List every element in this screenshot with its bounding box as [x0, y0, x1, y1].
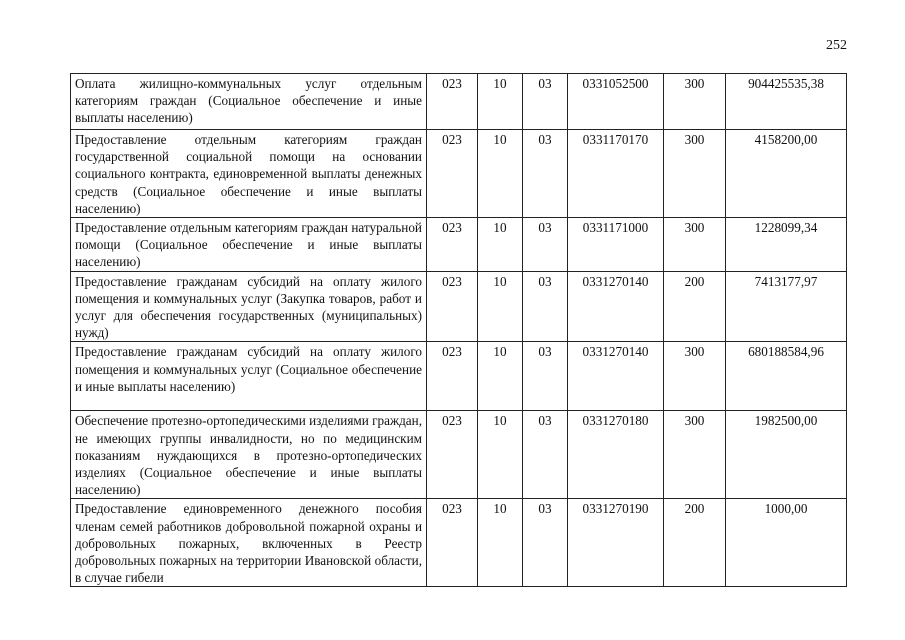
row-section-code: 10 — [478, 218, 523, 272]
row-section-code: 10 — [478, 499, 523, 587]
row-section-code: 10 — [478, 74, 523, 130]
row-target-article-code: 0331270140 — [568, 271, 664, 342]
row-amount: 7413177,97 — [726, 271, 847, 342]
row-subsection-code: 03 — [523, 499, 568, 587]
row-description: Предоставление гражданам субсидий на оплату жилого помещения и коммунальных услуг (Закупка товаров, работ и услуг для обеспечения государственных (муниципальных) нужд) — [71, 271, 427, 342]
row-description: Предоставление отдельным категориям граждан государственной социальной помощи на основании социального контракта, единовременной выплаты денежных средств (Социальное обеспечение и иные выплаты населению) — [71, 130, 427, 218]
row-amount: 904425535,38 — [726, 74, 847, 130]
row-amount: 1000,00 — [726, 499, 847, 587]
row-expense-type-code: 200 — [664, 271, 726, 342]
row-expense-type-code: 300 — [664, 130, 726, 218]
table-row — [71, 74, 847, 130]
row-expense-type-code: 300 — [664, 74, 726, 130]
row-subsection-code: 03 — [523, 218, 568, 272]
row-section-code: 10 — [478, 342, 523, 411]
row-expense-type-code: 300 — [664, 218, 726, 272]
row-target-article-code: 0331270140 — [568, 342, 664, 411]
row-department-code: 023 — [427, 74, 478, 130]
row-expense-type-code: 200 — [664, 499, 726, 587]
row-target-article-code: 0331270180 — [568, 411, 664, 499]
row-subsection-code: 03 — [523, 271, 568, 342]
row-department-code: 023 — [427, 218, 478, 272]
table-row — [71, 499, 847, 587]
row-section-code: 10 — [478, 130, 523, 218]
row-target-article-code: 0331171000 — [568, 218, 664, 272]
row-amount: 4158200,00 — [726, 130, 847, 218]
table-row — [71, 130, 847, 218]
row-subsection-code: 03 — [523, 411, 568, 499]
row-section-code: 10 — [478, 271, 523, 342]
row-target-article-code: 0331270190 — [568, 499, 664, 587]
row-target-article-code: 0331170170 — [568, 130, 664, 218]
page-number: 252 — [826, 38, 847, 53]
row-description: Оплата жилищно-коммунальных услуг отдельным категориям граждан (Социальное обеспечение и иные выплаты населению) — [71, 74, 427, 130]
table-row — [71, 411, 847, 499]
row-amount: 680188584,96 — [726, 342, 847, 411]
row-section-code: 10 — [478, 411, 523, 499]
row-description: Предоставление отдельным категориям граждан натуральной помощи (Социальное обеспечение и иные выплаты населению) — [71, 218, 427, 272]
table-row — [71, 218, 847, 272]
budget-table — [70, 73, 847, 587]
row-expense-type-code: 300 — [664, 342, 726, 411]
row-department-code: 023 — [427, 271, 478, 342]
row-department-code: 023 — [427, 499, 478, 587]
table-row — [71, 271, 847, 342]
row-department-code: 023 — [427, 130, 478, 218]
row-amount: 1982500,00 — [726, 411, 847, 499]
row-department-code: 023 — [427, 342, 478, 411]
row-expense-type-code: 300 — [664, 411, 726, 499]
row-description: Обеспечение протезно-ортопедическими изделиями граждан, не имеющих группы инвалидности, но по медицинским показаниям нуждающихся в протезно-ортопедических изделиях (Социальное обеспечение и иные выплаты населению) — [71, 411, 427, 499]
row-subsection-code: 03 — [523, 74, 568, 130]
row-subsection-code: 03 — [523, 130, 568, 218]
row-department-code: 023 — [427, 411, 478, 499]
row-description: Предоставление гражданам субсидий на оплату жилого помещения и коммунальных услуг (Социальное обеспечение и иные выплаты населению) — [71, 342, 427, 411]
row-target-article-code: 0331052500 — [568, 74, 664, 130]
row-description: Предоставление единовременного денежного пособия членам семей работников добровольной пожарной охраны и добровольных пожарных, включенных в Реестр добровольных пожарных на территории Ивановской области, в случае гибели — [71, 499, 427, 587]
row-amount: 1228099,34 — [726, 218, 847, 272]
table-row — [71, 342, 847, 411]
row-subsection-code: 03 — [523, 342, 568, 411]
